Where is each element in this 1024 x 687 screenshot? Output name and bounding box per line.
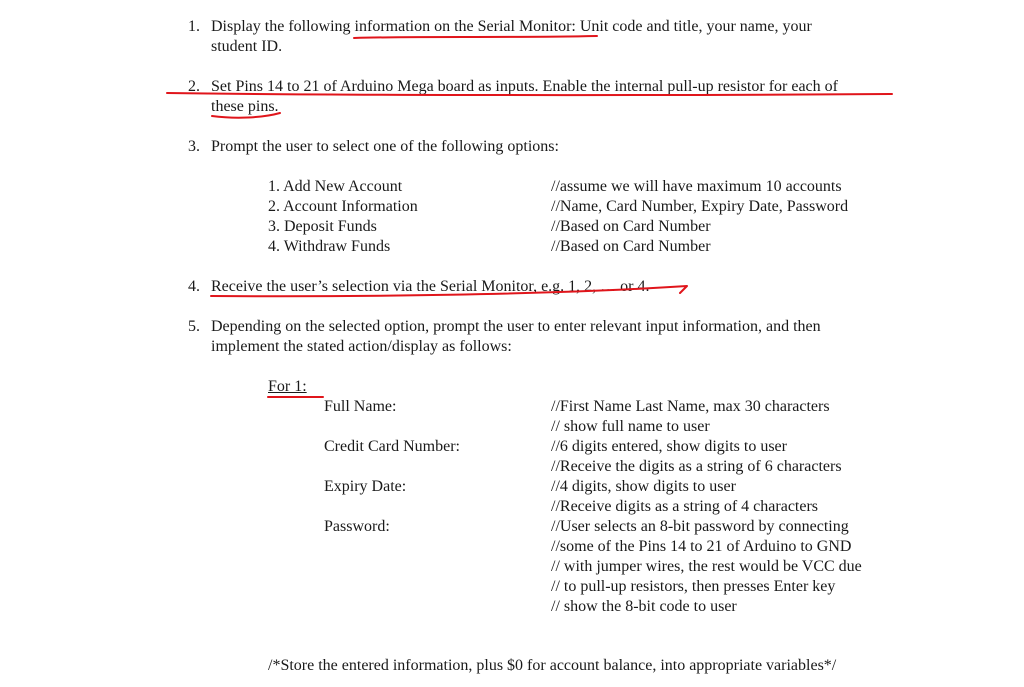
item-3-line-1: Prompt the user to select one of the following options: bbox=[211, 138, 559, 155]
field-expiry-date-comment-2: //Receive digits as a string of 4 characters bbox=[551, 498, 819, 515]
item-5-line-1: Depending on the selected option, prompt the user to enter relevant input information, and then bbox=[211, 318, 821, 335]
field-password-comment-3: // with jumper wires, the rest would be VCC due bbox=[551, 558, 862, 575]
option-4-label: 4. Withdraw Funds bbox=[268, 238, 391, 255]
footer-note: /*Store the entered information, plus $0 for account balance, into appropriate variables*/ bbox=[268, 657, 837, 674]
item-2-number: 2. bbox=[188, 78, 200, 95]
item-4-line-1: Receive the user’s selection via the Serial Monitor, e.g. 1, 2, … or 4. bbox=[211, 278, 650, 295]
option-1-comment: //assume we will have maximum 10 accounts bbox=[551, 178, 842, 195]
for-1-heading: For 1: bbox=[268, 378, 307, 395]
option-1-label: 1. Add New Account bbox=[268, 178, 403, 195]
field-password-comment-1: //User selects an 8-bit password by connecting bbox=[551, 518, 849, 535]
option-2-label: 2. Account Information bbox=[268, 198, 418, 215]
item-1-number: 1. bbox=[188, 18, 200, 35]
field-expiry-date-comment-1: //4 digits, show digits to user bbox=[551, 478, 736, 495]
field-password-comment-4: // to pull-up resistors, then presses Enter key bbox=[551, 578, 836, 595]
field-full-name-comment-1: //First Name Last Name, max 30 characters bbox=[551, 398, 830, 415]
field-credit-card-comment-2: //Receive the digits as a string of 6 characters bbox=[551, 458, 842, 475]
field-full-name-comment-2: // show full name to user bbox=[551, 418, 710, 435]
item-4-number: 4. bbox=[188, 278, 200, 295]
option-3-label: 3. Deposit Funds bbox=[268, 218, 377, 235]
item-3-number: 3. bbox=[188, 138, 200, 155]
item-1-line-2: student ID. bbox=[211, 38, 283, 55]
option-3-comment: //Based on Card Number bbox=[551, 218, 711, 235]
field-password-comment-2: //some of the Pins 14 to 21 of Arduino to GND bbox=[551, 538, 852, 555]
option-2-comment: //Name, Card Number, Expiry Date, Password bbox=[551, 198, 849, 215]
item-1-line-1: Display the following information on the Serial Monitor: Unit code and title, your name, your bbox=[211, 18, 812, 35]
field-credit-card-label: Credit Card Number: bbox=[324, 438, 460, 455]
field-password-comment-5: // show the 8-bit code to user bbox=[551, 598, 737, 615]
item-2-line-2: these pins. bbox=[211, 98, 279, 115]
item-5-number: 5. bbox=[188, 318, 200, 335]
item-5-line-2: implement the stated action/display as follows: bbox=[211, 338, 512, 355]
option-4-comment: //Based on Card Number bbox=[551, 238, 711, 255]
item-2-line-1: Set Pins 14 to 21 of Arduino Mega board as inputs. Enable the internal pull-up resistor for each of bbox=[211, 78, 838, 95]
field-full-name-label: Full Name: bbox=[324, 398, 397, 415]
field-password-label: Password: bbox=[324, 518, 390, 535]
field-expiry-date-label: Expiry Date: bbox=[324, 478, 407, 495]
field-credit-card-comment-1: //6 digits entered, show digits to user bbox=[551, 438, 787, 455]
